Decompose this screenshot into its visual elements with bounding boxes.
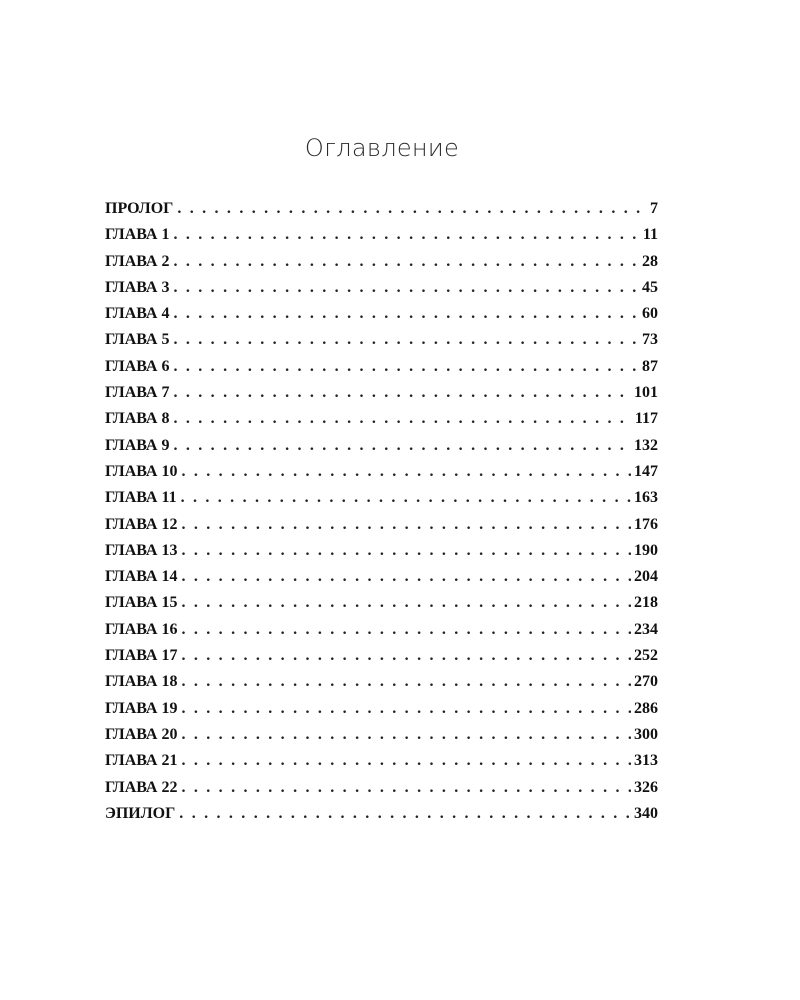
toc-entry-label: ПРОЛОГ xyxy=(105,200,174,217)
toc-entry-page-number: 28 xyxy=(642,252,658,270)
dot-leader xyxy=(181,779,631,797)
toc-entry-label: ГЛАВА 6 xyxy=(105,357,170,375)
toc-entry-page-number: 176 xyxy=(634,515,658,533)
toc-entry xyxy=(105,384,658,410)
dot-leader xyxy=(177,200,647,218)
dot-leader xyxy=(173,226,639,244)
toc-entry xyxy=(105,358,658,384)
toc-entry-label: ГЛАВА 8 xyxy=(105,410,170,428)
toc-entry xyxy=(105,805,658,831)
toc-entry xyxy=(105,621,658,647)
dot-leader xyxy=(181,621,631,639)
toc-entry xyxy=(105,463,658,489)
toc-entry-page-number: 300 xyxy=(634,725,658,743)
toc-entry xyxy=(105,437,658,463)
toc-entry-label: ЭПИЛОГ xyxy=(105,804,176,822)
toc-entry-label: ГЛАВА 16 xyxy=(105,620,178,638)
toc-entry xyxy=(105,516,658,542)
toc-entry xyxy=(105,752,658,778)
toc-entry-page-number: 132 xyxy=(634,436,658,454)
toc-list xyxy=(105,200,658,831)
toc-entry-label: ГЛАВА 13 xyxy=(105,541,178,559)
dot-leader xyxy=(181,700,631,718)
toc-entry-page-number: 117 xyxy=(634,410,658,428)
toc-entry-page-number: 286 xyxy=(634,699,658,717)
toc-entry-label: ГЛАВА 15 xyxy=(105,594,178,612)
toc-entry-page-number: 340 xyxy=(634,804,658,822)
dot-leader xyxy=(173,279,639,297)
dot-leader xyxy=(173,437,631,455)
dot-leader xyxy=(179,805,631,823)
toc-entry-page-number: 101 xyxy=(634,384,658,402)
toc-entry-label: ГЛАВА 20 xyxy=(105,725,178,743)
toc-entry xyxy=(105,279,658,305)
toc-entry xyxy=(105,594,658,620)
toc-entry-label: ГЛАВА 14 xyxy=(105,568,178,586)
toc-entry xyxy=(105,647,658,673)
toc-entry-label: ГЛАВА 21 xyxy=(105,752,178,770)
dot-leader xyxy=(181,568,631,586)
toc-entry-page-number: 11 xyxy=(642,226,658,244)
toc-entry xyxy=(105,489,658,515)
dot-leader xyxy=(181,647,631,665)
toc-entry-label: ГЛАВА 1 xyxy=(105,226,170,244)
toc-entry-label: ГЛАВА 4 xyxy=(105,305,170,323)
dot-leader xyxy=(173,384,631,402)
toc-entry xyxy=(105,253,658,279)
toc-entry-label: ГЛАВА 2 xyxy=(105,252,170,270)
toc-entry-label: ГЛАВА 5 xyxy=(105,331,170,349)
toc-entry-label: ГЛАВА 12 xyxy=(105,515,178,533)
toc-entry-page-number: 87 xyxy=(642,357,658,375)
dot-leader xyxy=(181,516,631,534)
toc-entry-label: ГЛАВА 22 xyxy=(105,778,178,796)
toc-entry xyxy=(105,410,658,436)
dot-leader xyxy=(181,726,631,744)
toc-entry-label: ГЛАВА 18 xyxy=(105,673,178,691)
toc-entry xyxy=(105,700,658,726)
dot-leader xyxy=(181,489,631,507)
toc-entry-label: ГЛАВА 3 xyxy=(105,278,170,296)
toc-entry-page-number: 326 xyxy=(634,778,658,796)
toc-entry-label: ГЛАВА 7 xyxy=(105,384,170,402)
dot-leader xyxy=(181,542,631,560)
dot-leader xyxy=(173,410,631,428)
dot-leader xyxy=(181,594,631,612)
toc-entry-label: ГЛАВА 17 xyxy=(105,647,178,665)
toc-entry-page-number: 204 xyxy=(634,568,658,586)
toc-entry xyxy=(105,726,658,752)
dot-leader xyxy=(181,463,631,481)
dot-leader xyxy=(181,752,631,770)
dot-leader xyxy=(173,253,639,271)
toc-entry-page-number: 190 xyxy=(634,541,658,559)
toc-entry-page-number: 60 xyxy=(642,305,658,323)
toc-entry-page-number: 45 xyxy=(642,278,658,296)
toc-entry-page-number: 147 xyxy=(634,462,658,480)
toc-entry-page-number: 7 xyxy=(650,200,658,217)
toc-entry-label: ГЛАВА 10 xyxy=(105,462,178,480)
toc-entry xyxy=(105,673,658,699)
toc-entry-page-number: 218 xyxy=(634,594,658,612)
toc-entry-label: ГЛАВА 19 xyxy=(105,699,178,717)
toc-entry xyxy=(105,305,658,331)
toc-entry xyxy=(105,779,658,805)
toc-entry xyxy=(105,331,658,357)
dot-leader xyxy=(181,673,631,691)
toc-title: Оглавление xyxy=(304,134,460,162)
toc-entry-page-number: 73 xyxy=(642,331,658,349)
dot-leader xyxy=(173,305,639,323)
toc-entry-label: ГЛАВА 9 xyxy=(105,436,170,454)
toc-entry xyxy=(105,226,658,252)
dot-leader xyxy=(173,331,639,349)
toc-entry-page-number: 313 xyxy=(634,752,658,770)
toc-entry xyxy=(105,542,658,568)
dot-leader xyxy=(173,358,639,376)
toc-entry-page-number: 234 xyxy=(634,620,658,638)
toc-entry xyxy=(105,200,658,226)
toc-entry-page-number: 270 xyxy=(634,673,658,691)
toc-entry-page-number: 252 xyxy=(634,647,658,665)
toc-entry-label: ГЛАВА 11 xyxy=(105,489,177,507)
toc-entry-page-number: 163 xyxy=(634,489,658,507)
toc-entry xyxy=(105,568,658,594)
